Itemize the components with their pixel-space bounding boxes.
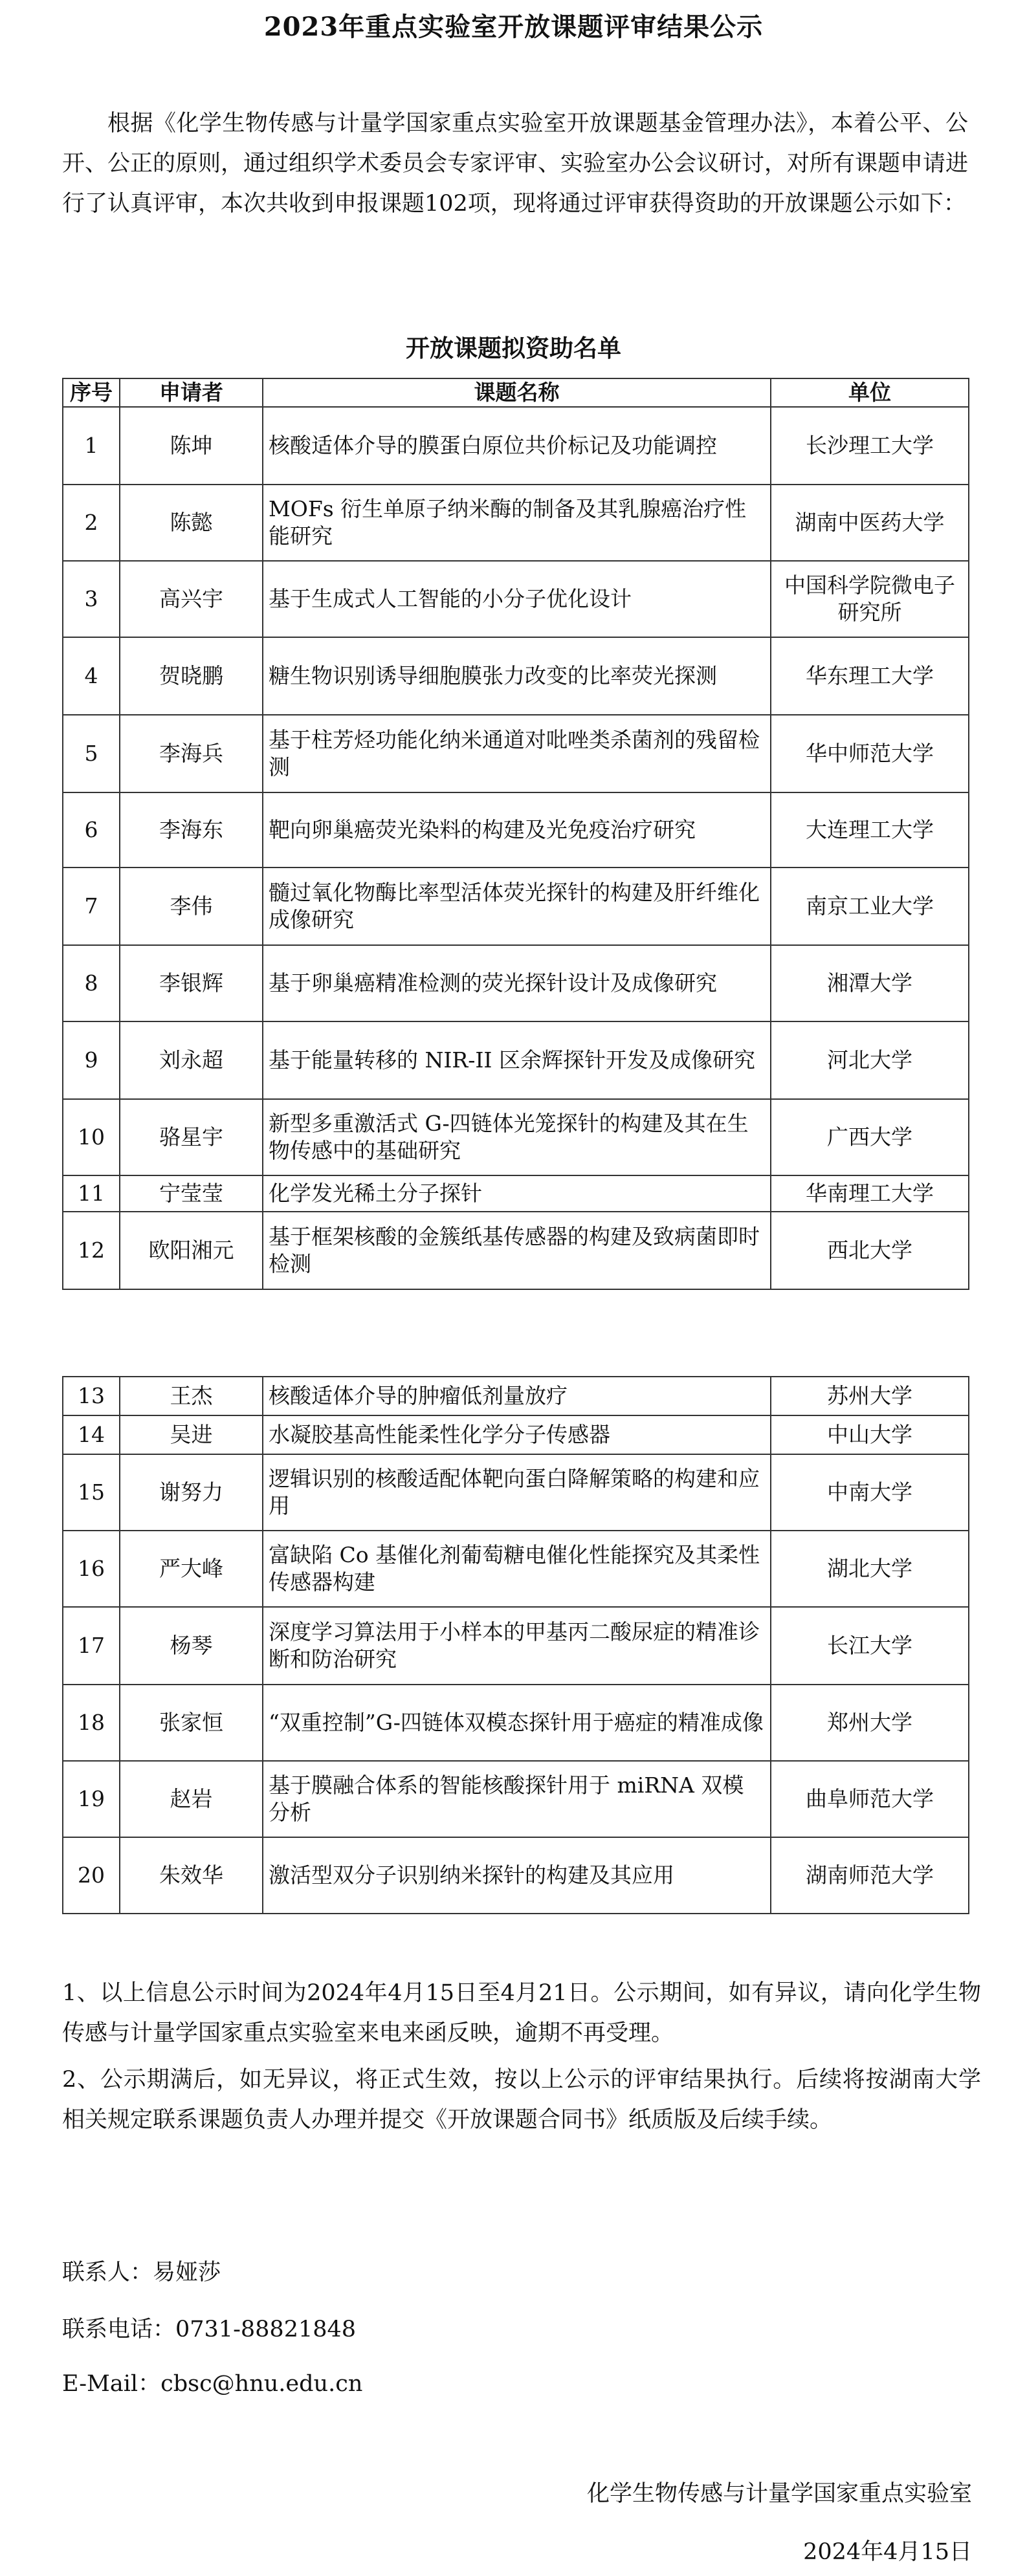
cell-index: 9 (63, 1021, 120, 1099)
cell-index: 18 (63, 1685, 120, 1761)
cell-institution: 长沙理工大学 (771, 407, 969, 485)
cell-project-title: MOFs 衍生单原子纳米酶的制备及其乳腺癌治疗性能研究 (263, 485, 771, 561)
cell-project-title: 新型多重激活式 G-四链体光笼探针的构建及其在生物传感中的基础研究 (263, 1099, 771, 1175)
cell-index: 15 (63, 1454, 120, 1531)
header-project-title: 课题名称 (263, 378, 771, 407)
header-applicant: 申请者 (120, 378, 263, 407)
cell-institution: 西北大学 (771, 1212, 969, 1289)
header-institution: 单位 (771, 378, 969, 407)
cell-index: 7 (63, 868, 120, 945)
cell-institution: 华南理工大学 (771, 1175, 969, 1212)
cell-project-title: 富缺陷 Co 基催化剂葡萄糖电催化性能探究及其柔性传感器构建 (263, 1531, 771, 1607)
cell-project-title: 靶向卵巢癌荧光染料的构建及光免疫治疗研究 (263, 792, 771, 868)
table-row (63, 1454, 969, 1531)
contact-person: 联系人：易娅莎 (62, 2260, 221, 2286)
table-row (63, 792, 969, 868)
cell-index: 16 (63, 1531, 120, 1607)
contact-email: E-Mail：cbsc@hnu.edu.cn (62, 2371, 363, 2397)
cell-project-title: 基于框架核酸的金簇纸基传感器的构建及致病菌即时检测 (263, 1212, 771, 1289)
cell-institution: 中国科学院微电子研究所 (771, 561, 969, 637)
cell-institution: 华东理工大学 (771, 637, 969, 715)
cell-index: 4 (63, 637, 120, 715)
table-header-row (63, 378, 969, 407)
table-row (63, 1531, 969, 1607)
funding-table-part-2 (62, 1376, 969, 1914)
cell-index: 3 (63, 561, 120, 637)
cell-index: 13 (63, 1377, 120, 1415)
cell-institution: 湖南师范大学 (771, 1837, 969, 1914)
table-row (63, 1761, 969, 1837)
cell-applicant: 高兴宇 (120, 561, 263, 637)
signature-org: 化学生物传感与计量学国家重点实验室 (586, 2481, 972, 2507)
table-row (63, 1415, 969, 1454)
cell-applicant: 欧阳湘元 (120, 1212, 263, 1289)
table-row (63, 1837, 969, 1914)
cell-institution: 华中师范大学 (771, 715, 969, 792)
table-row (63, 868, 969, 945)
table-row (63, 1685, 969, 1761)
cell-applicant: 谢努力 (120, 1454, 263, 1531)
cell-institution: 湘潭大学 (771, 945, 969, 1021)
cell-project-title: 基于柱芳烃功能化纳米通道对吡唑类杀菌剂的残留检测 (263, 715, 771, 792)
cell-index: 17 (63, 1607, 120, 1685)
cell-index: 12 (63, 1212, 120, 1289)
cell-applicant: 赵岩 (120, 1761, 263, 1837)
cell-applicant: 严大峰 (120, 1531, 263, 1607)
cell-institution: 河北大学 (771, 1021, 969, 1099)
cell-project-title: 核酸适体介导的肿瘤低剂量放疗 (263, 1377, 771, 1415)
cell-applicant: 李海东 (120, 792, 263, 868)
intro-text: 根据《化学生物传感与计量学国家重点实验室开放课题基金管理办法》，本着公平、公开、公正的原则，通过组织学术委员会专家评审、实验室办公会议研讨，对所有课题申请进行了认真评审，本次共收到申报课题102项，现将通过评审获得资助的开放课题公示如下： (62, 111, 969, 217)
table-row (63, 1377, 969, 1415)
signature-date: 2024年4月15日 (803, 2539, 972, 2565)
cell-index: 6 (63, 792, 120, 868)
cell-institution: 长江大学 (771, 1607, 969, 1685)
table-row (63, 1021, 969, 1099)
funding-table-part-1 (62, 378, 969, 1290)
table-row (63, 485, 969, 561)
table-row (63, 637, 969, 715)
header-index: 序号 (63, 378, 120, 407)
note-1: 1、以上信息公示时间为2024年4月15日至4月21日。公示期间，如有异议，请向化学生物传感与计量学国家重点实验室来电来函反映，逾期不再受理。 (62, 1980, 981, 2046)
table-row (63, 1099, 969, 1175)
cell-applicant: 李海兵 (120, 715, 263, 792)
cell-institution: 苏州大学 (771, 1377, 969, 1415)
cell-institution: 南京工业大学 (771, 868, 969, 945)
contact-phone: 联系电话：0731-88821848 (62, 2317, 357, 2342)
cell-applicant: 王杰 (120, 1377, 263, 1415)
cell-institution: 曲阜师范大学 (771, 1761, 969, 1837)
cell-applicant: 骆星宇 (120, 1099, 263, 1175)
cell-institution: 郑州大学 (771, 1685, 969, 1761)
cell-index: 11 (63, 1175, 120, 1212)
cell-project-title: 基于卵巢癌精准检测的荧光探针设计及成像研究 (263, 945, 771, 1021)
cell-project-title: 化学发光稀土分子探针 (263, 1175, 771, 1212)
cell-institution: 中南大学 (771, 1454, 969, 1531)
cell-project-title: 逻辑识别的核酸适配体靶向蛋白降解策略的构建和应用 (263, 1454, 771, 1531)
cell-institution: 大连理工大学 (771, 792, 969, 868)
cell-project-title: “双重控制”G-四链体双模态探针用于癌症的精准成像 (263, 1685, 771, 1761)
cell-applicant: 李伟 (120, 868, 263, 945)
cell-project-title: 基于生成式人工智能的小分子优化设计 (263, 561, 771, 637)
cell-project-title: 基于膜融合体系的智能核酸探针用于 miRNA 双模分析 (263, 1761, 771, 1837)
cell-index: 10 (63, 1099, 120, 1175)
cell-applicant: 陈懿 (120, 485, 263, 561)
cell-applicant: 张家恒 (120, 1685, 263, 1761)
table-row (63, 1175, 969, 1212)
notes-section (62, 1973, 981, 2140)
table-row (63, 561, 969, 637)
cell-project-title: 激活型双分子识别纳米探针的构建及其应用 (263, 1837, 771, 1914)
cell-index: 2 (63, 485, 120, 561)
cell-project-title: 深度学习算法用于小样本的甲基丙二酸尿症的精准诊断和防治研究 (263, 1607, 771, 1685)
cell-index: 20 (63, 1837, 120, 1914)
cell-institution: 湖北大学 (771, 1531, 969, 1607)
cell-project-title: 髓过氧化物酶比率型活体荧光探针的构建及肝纤维化成像研究 (263, 868, 771, 945)
cell-applicant: 刘永超 (120, 1021, 263, 1099)
cell-index: 5 (63, 715, 120, 792)
cell-project-title: 核酸适体介导的膜蛋白原位共价标记及功能调控 (263, 407, 771, 485)
table-row (63, 945, 969, 1021)
cell-applicant: 贺晓鹏 (120, 637, 263, 715)
table-row (63, 407, 969, 485)
cell-index: 14 (63, 1415, 120, 1454)
cell-applicant: 李银辉 (120, 945, 263, 1021)
cell-applicant: 杨琴 (120, 1607, 263, 1685)
cell-project-title: 基于能量转移的 NIR-II 区余辉探针开发及成像研究 (263, 1021, 771, 1099)
cell-applicant: 陈坤 (120, 407, 263, 485)
table-body-1 (63, 407, 969, 1289)
note-2: 2、公示期满后，如无异议，将正式生效，按以上公示的评审结果执行。后续将按湖南大学相关规定联系课题负责人办理并提交《开放课题合同书》纸质版及后续手续。 (62, 2067, 981, 2133)
cell-institution: 中山大学 (771, 1415, 969, 1454)
table-row (63, 715, 969, 792)
cell-index: 19 (63, 1761, 120, 1837)
intro-paragraph (62, 104, 968, 224)
table-body-2 (63, 1377, 969, 1914)
cell-index: 1 (63, 407, 120, 485)
list-title: 开放课题拟资助名单 (406, 334, 621, 362)
cell-institution: 广西大学 (771, 1099, 969, 1175)
cell-index: 8 (63, 945, 120, 1021)
page-title: 2023年重点实验室开放课题评审结果公示 (263, 12, 764, 42)
cell-project-title: 糖生物识别诱导细胞膜张力改变的比率荧光探测 (263, 637, 771, 715)
cell-institution: 湖南中医药大学 (771, 485, 969, 561)
cell-applicant: 朱效华 (120, 1837, 263, 1914)
table-row (63, 1212, 969, 1289)
cell-applicant: 宁莹莹 (120, 1175, 263, 1212)
cell-applicant: 吴进 (120, 1415, 263, 1454)
table-row (63, 1607, 969, 1685)
cell-project-title: 水凝胶基高性能柔性化学分子传感器 (263, 1415, 771, 1454)
